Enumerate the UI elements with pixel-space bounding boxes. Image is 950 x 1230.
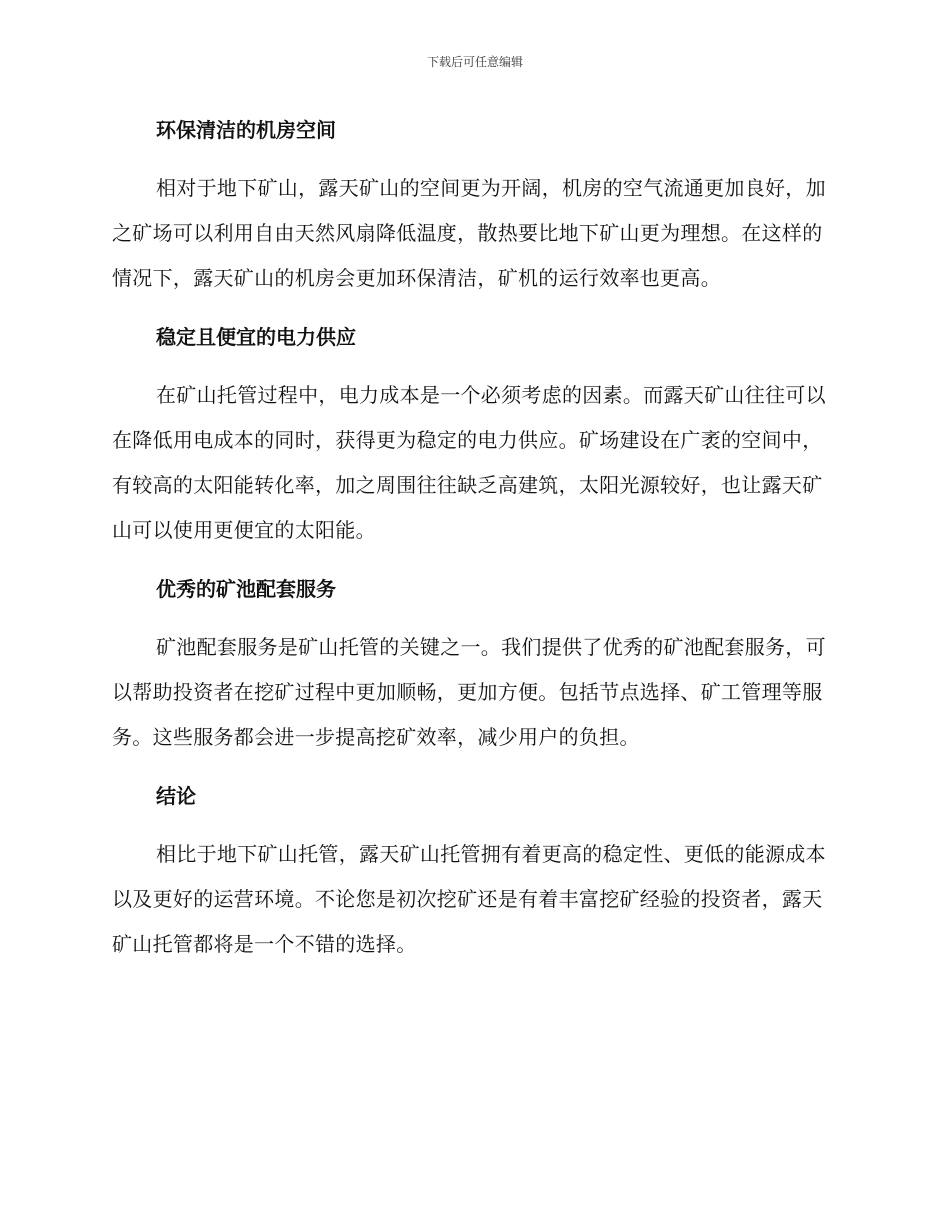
document-body — [112, 108, 832, 981]
section-paragraph-eco-clean: 相对于地下矿山，露天矿山的空间更为开阔，机房的空气流通更加良好，加之矿场可以利用自由天然风扇降低温度，散热要比地下矿山更为理想。在这样的情况下，露天矿山的机房会更加环保清洁，矿机的运行效率也更高。 — [112, 176, 826, 290]
section-paragraph-conclusion: 相比于地下矿山托管，露天矿山托管拥有着更高的稳定性、更低的能源成本以及更好的运营环境。不论您是初次挖矿还是有着丰富挖矿经验的投资者，露天矿山托管都将是一个不错的选择。 — [112, 842, 826, 956]
section-heading-eco-clean: 环保清洁的机房空间 — [156, 118, 336, 142]
page-header: 下载后可任意编辑 — [426, 55, 523, 69]
section-heading-conclusion: 结论 — [156, 784, 196, 808]
section-heading-power-supply: 稳定且便宜的电力供应 — [156, 325, 356, 349]
section-paragraph-pool-services: 矿池配套服务是矿山托管的关键之一。我们提供了优秀的矿池配套服务，可以帮助投资者在挖矿过程中更加顺畅，更加方便。包括节点选择、矿工管理等服务。这些服务都会进一步提高挖矿效率，减少用户的负担。 — [112, 635, 826, 749]
section-paragraph-power-supply: 在矿山托管过程中，电力成本是一个必须考虑的因素。而露天矿山往往可以在降低用电成本的同时，获得更为稳定的电力供应。矿场建设在广袤的空间中，有较高的太阳能转化率，加之周围往往缺乏高建筑，太阳光源较好，也让露天矿山可以使用更便宜的太阳能。 — [112, 383, 826, 542]
section-heading-pool-services: 优秀的矿池配套服务 — [156, 577, 336, 601]
